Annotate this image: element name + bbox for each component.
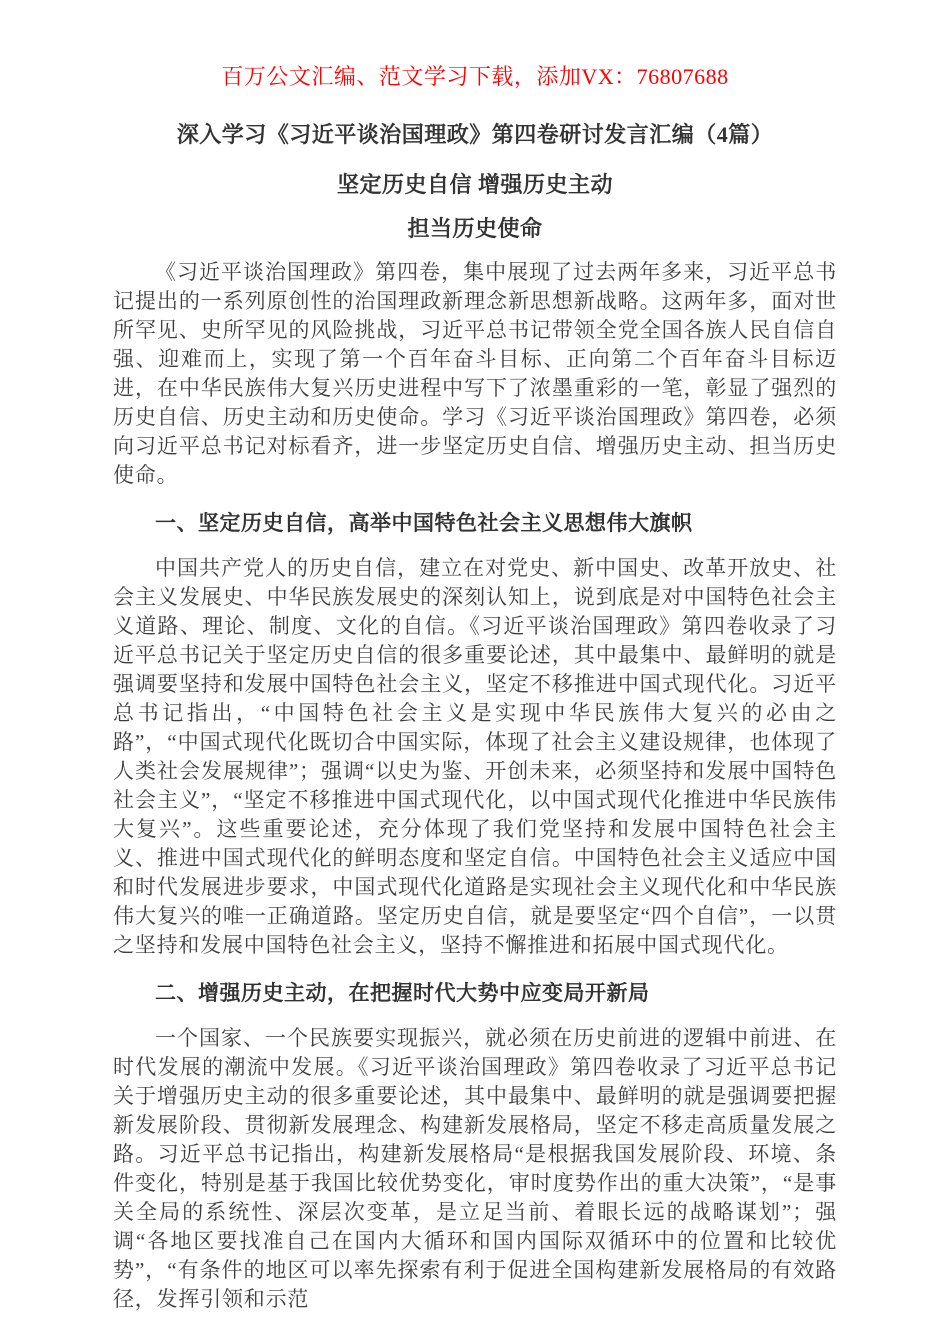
document-subtitle-2: 担当历史使命 — [407, 216, 543, 241]
section-heading-2: 二、增强历史主动，在把握时代大势中应变局开新局 — [155, 981, 650, 1005]
paragraph-intro: 《习近平谈治国理政》第四卷，集中展现了过去两年多来，习近平总书记提出的一系列原创性的治国理政新理念新思想新战略。这两年多，面对世所罕见、史所罕见的风险挑战，习近平总书记带领全党全国各族人民自信自强、迎难而上，实现了第一个百年奋斗目标、正向第二个百年奋斗目标迈进，在中华民族伟大复兴历史进程中写下了浓墨重彩的一笔，彰显了强烈的历史自信、历史主动和历史使命。学习《习近平谈治国理政》第四卷，必须向习近平总书记对标看齐，进一步坚定历史自信、增强历史主动、担当历史使命。 — [113, 260, 837, 487]
section-heading-1: 一、坚定历史自信，高举中国特色社会主义思想伟大旗帜 — [155, 511, 693, 535]
document-title: 深入学习《习近平谈治国理政》第四卷研讨发言汇编（4篇） — [176, 122, 774, 147]
paragraph-section-2: 一个国家、一个民族要实现振兴，就必须在历史前进的逻辑中前进、在时代发展的潮流中发展。《习近平谈治国理政》第四卷收录了习近平总书记关于增强历史主动的很多重要论述，其中最集中、最鲜明的就是强调要把握新发展阶段、贯彻新发展理念、构建新发展格局，坚定不移走高质量发展之路。习近平总书记指出，构建新发展格局“是根据我国发展阶段、环境、条件变化，特别是基于我国比较优势变化，审时度势作出的重大决策”，“是事关全局的系统性、深层次变革，是立足当前、着眼长远的战略谋划”；强调“各地区要找准自己在国内大循环和国内国际双循环中的位置和比较优势”，“有条件的地区可以率先探索有利于促进全国构建新发展格局的有效路径，发挥引领和示范 — [113, 1026, 837, 1311]
document-subtitle-1: 坚定历史自信 增强历史主动 — [336, 172, 613, 197]
promo-header-text: 百万公文汇编、范文学习下载，添加VX：76807688 — [221, 64, 729, 89]
paragraph-section-1: 中国共产党人的历史自信，建立在对党史、新中国史、改革开放史、社会主义发展史、中华民族发展史的深刻认知上，说到底是对中国特色社会主义道路、理论、制度、文化的自信。《习近平谈治国理政》第四卷收录了习近平总书记关于坚定历史自信的很多重要论述，其中最集中、最鲜明的就是强调要坚持和发展中国特色社会主义，坚定不移推进中国式现代化。习近平总书记指出，“中国特色社会主义是实现中华民族伟大复兴的必由之路”，“中国式现代化既切合中国实际，体现了社会主义建设规律，也体现了人类社会发展规律”；强调“以史为鉴、开创未来，必须坚持和发展中国特色社会主义”，“坚定不移推进中国式现代化，以中国式现代化推进中华民族伟大复兴”。这些重要论述，充分体现了我们党坚持和发展中国特色社会主义、推进中国式现代化的鲜明态度和坚定自信。中国特色社会主义适应中国和时代发展进步要求，中国式现代化道路是实现社会主义现代化和中华民族伟大复兴的唯一正确道路。坚定历史自信，就是要坚定“四个自信”，一以贯之坚持和发展中国特色社会主义，坚持不懈推进和拓展中国式现代化。 — [113, 556, 837, 957]
